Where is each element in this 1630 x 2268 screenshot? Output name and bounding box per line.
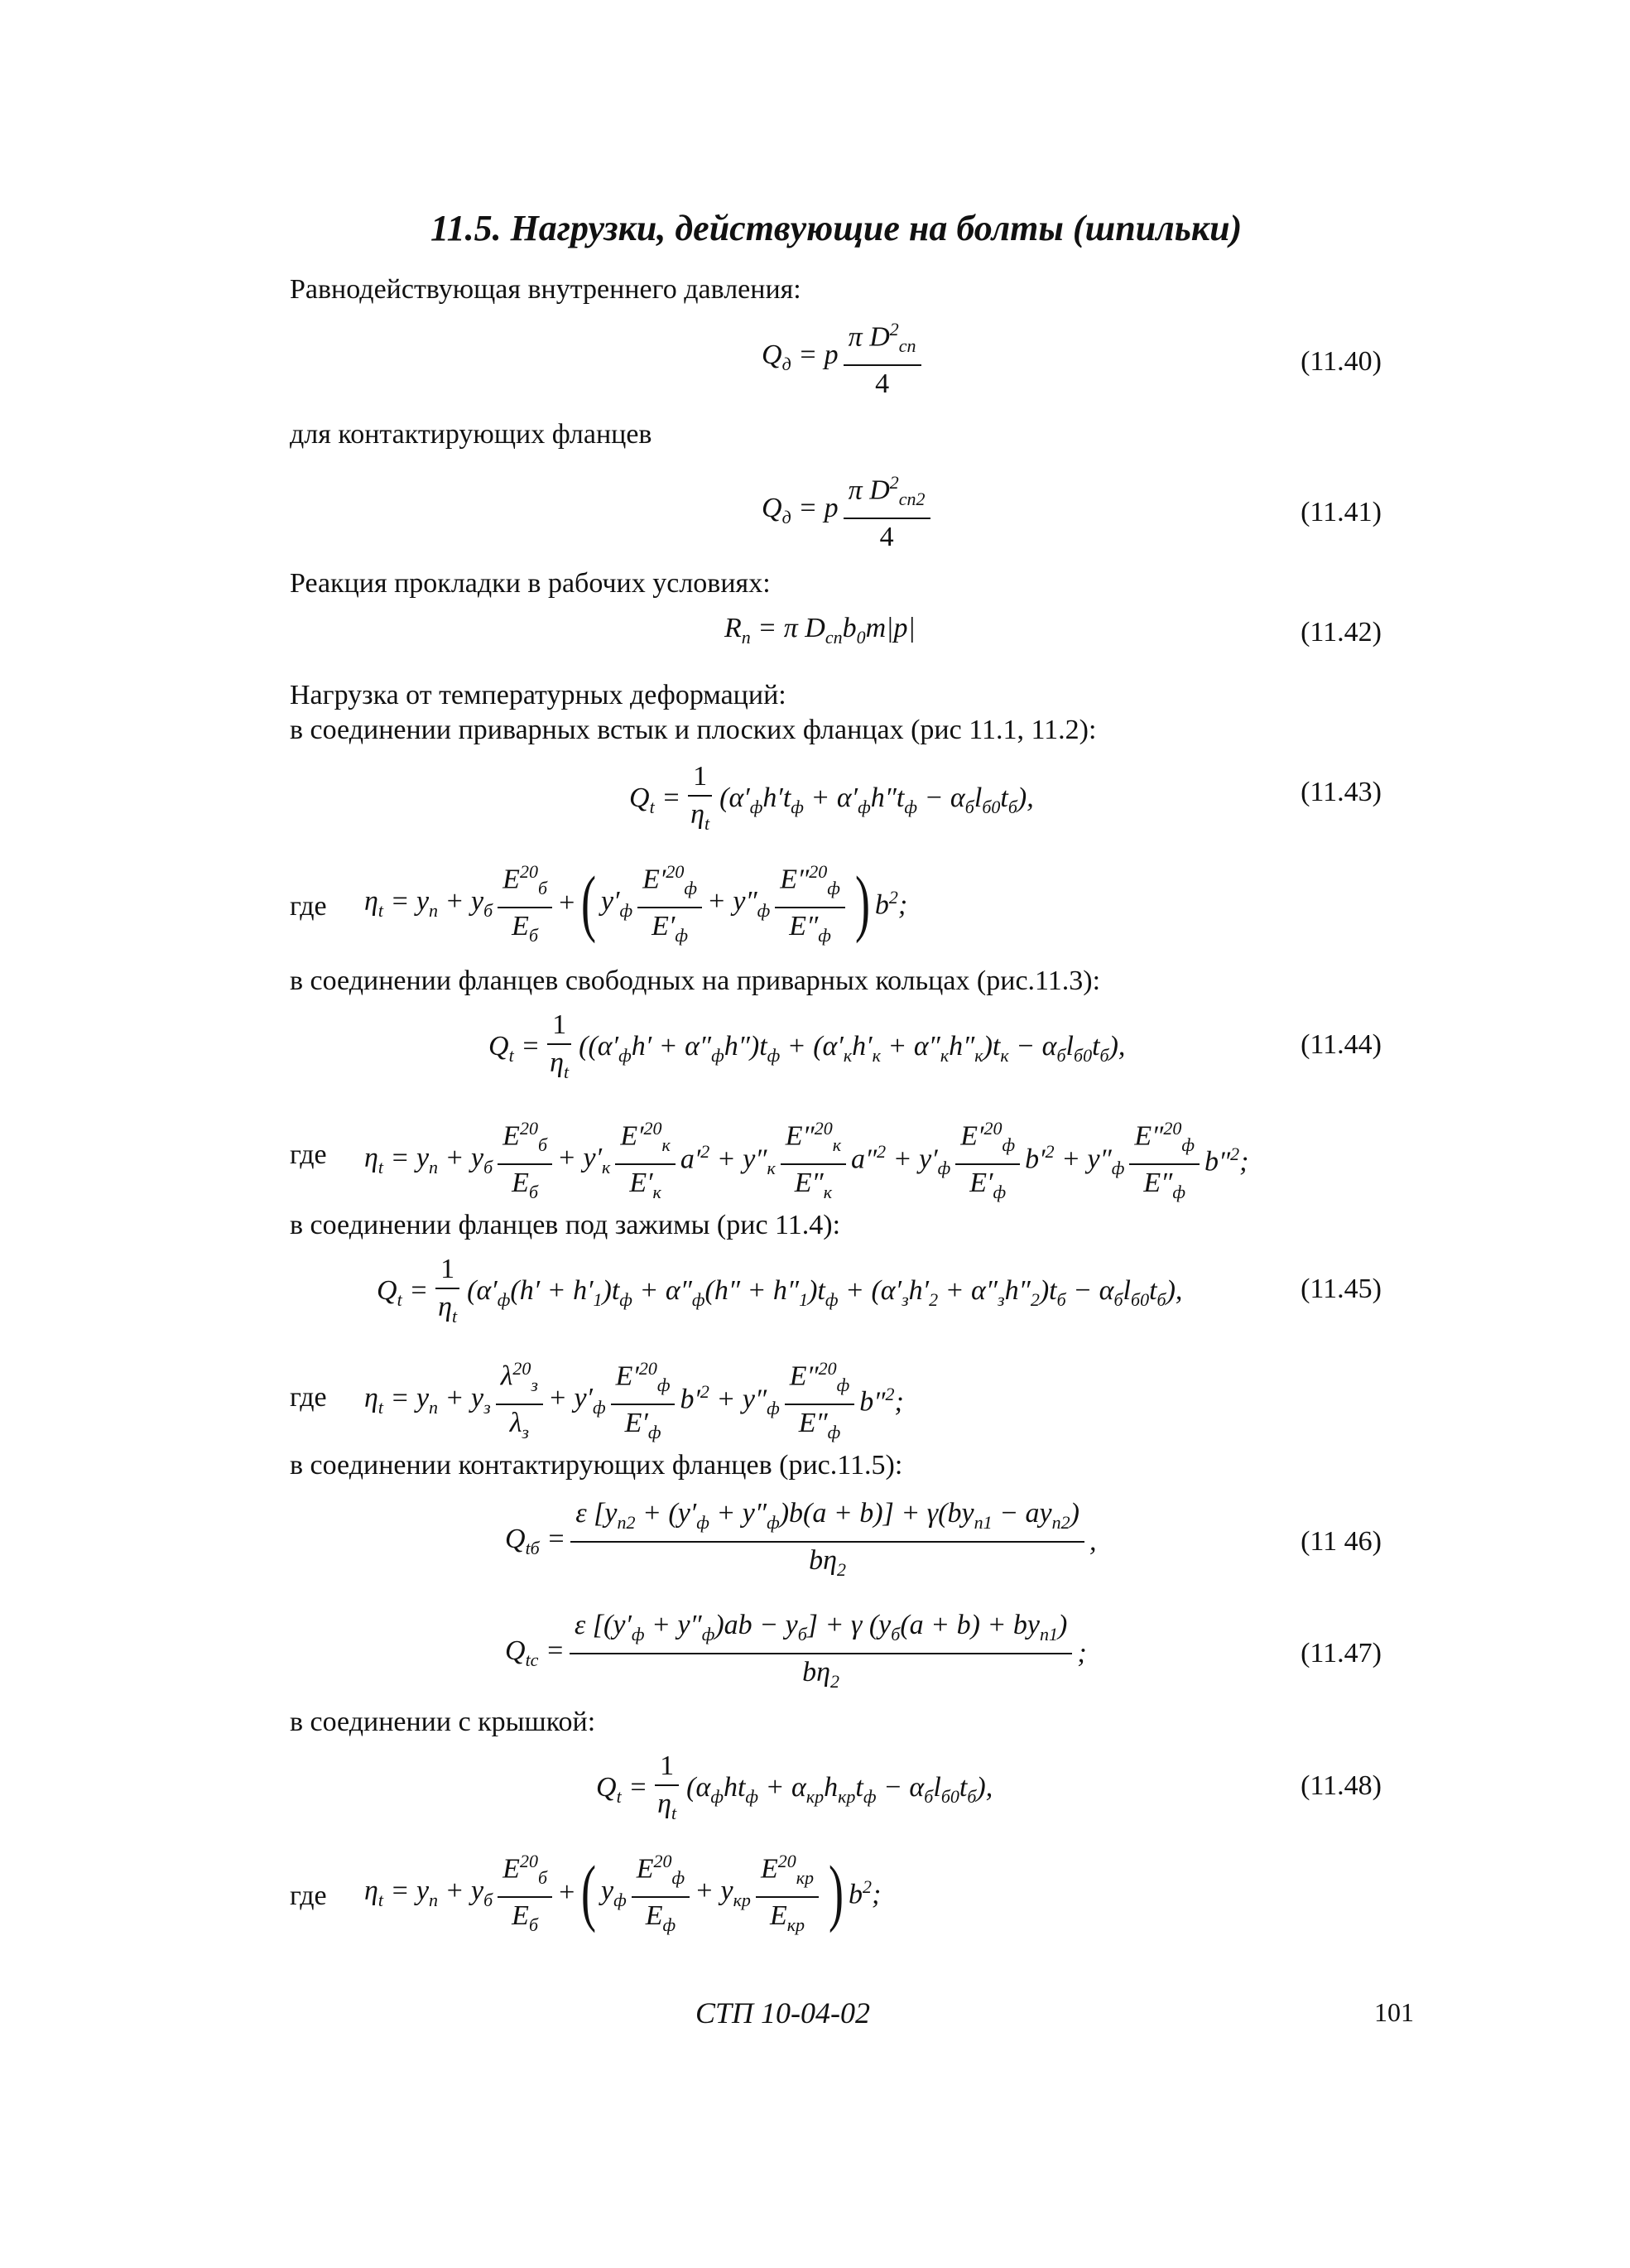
paragraph-contact-flanges: для контактирующих фланцев (290, 419, 652, 450)
eta-definition-2: $\eta_t = y_п + y_б$ $\frac{E^{20}_б}{E_б}$ + $y'_к$ $\frac{E'^{20}_к}{E'_к}$ $a'^2 + y''_к$ $\frac{E''^{20}_к}{E''_к}$ $a''^2 + y'_ф$ $\frac{E'^{20}_ф}{E'_ф}$ $b'^2 + y''_ф$ $\frac{E''^{20}_ф}{E''_ф}$ b″$^2$; (364, 1114, 1248, 1207)
equation-number-11-44: (11.44) (1301, 1029, 1382, 1060)
equation-11-40: $Q_д = p$ $\frac{\pi D^2_{сп}}{4}$ (762, 315, 926, 399)
equation-number-11-40: (11.40) (1301, 346, 1382, 377)
equation-number-11-47: (11.47) (1301, 1638, 1382, 1668)
where-label-1: где (290, 891, 327, 922)
paragraph-gasket-reaction: Реакция прокладки в рабочих условиях: (290, 568, 771, 599)
paragraph-thermal-load: Нагрузка от температурных деформаций: (290, 680, 786, 710)
eta-definition-3: $\eta_t = y_п + y_з$ $\frac{\lambda^{20}_з}{\lambda_з}$ + $y'_ф$ $\frac{E'^{20}_ф}{E'_ф}$ $b'^2 + y''_ф$ $\frac{E''^{20}_ф}{E''_ф}$ b″$^2$; (364, 1354, 904, 1447)
equation-11-45: $Q_t$ = $\frac{1}{\eta_t}$ $(\alpha'_ф(h' + h'_1)t_ф + \alpha''_ф(h'' + h''_1)t_ф + (\alpha'_зh'_2 + \alpha''_зh''_2)t_б - \alpha_бl_{б0}t_б)$, (377, 1254, 1183, 1327)
equation-number-11-46: (11 46) (1301, 1526, 1382, 1557)
paragraph-butt-weld-flanges: в соединении приварных встык и плоских фланцах (рис 11.1, 11.2): (290, 715, 1097, 745)
equation-11-46: $Q_{tб}$ = $\frac{\varepsilon [y_{п2} + (y'_ф + y''_ф)b(a + b)] + \gamma(by_{п1} - ay_{п2})}{b\eta_2}$ , (505, 1498, 1097, 1580)
paragraph-resultant-pressure: Равнодействующая внутреннего давления: (290, 274, 801, 305)
equation-11-42: $R_п = \pi$ $D_{сп}b_0m|p|$ (724, 613, 916, 648)
footer-document-code: СТП 10-04-02 (695, 1996, 871, 2030)
where-label-3: где (290, 1382, 327, 1413)
equation-number-11-48: (11.48) (1301, 1770, 1382, 1801)
equation-11-47: $Q_{tс}$ = $\frac{\varepsilon [(y'_ф + y''_ф)ab - y_б] + \gamma (y_б(a + b) + by_{п1})}{b\eta_2}$ ; (505, 1610, 1087, 1692)
paragraph-cover-connection: в соединении с крышкой: (290, 1707, 596, 1737)
paragraph-contacting-flanges: в соединении контактирующих фланцев (рис.11.5): (290, 1450, 903, 1481)
equation-11-41: $Q_д = p$ $\frac{\pi D^2_{сп2}}{4}$ (762, 468, 935, 552)
page-number: 101 (1374, 1997, 1414, 2027)
equation-number-11-43: (11.43) (1301, 777, 1382, 807)
equation-11-43: $Q_t$ = $\frac{1}{\eta_t}$ $(\alpha'_фh't_ф + \alpha'_фh''t_ф - \alpha_бl_{б0}t_б)$, (629, 761, 1034, 834)
eta-definition-4: $\eta_t = y_п + y_б$ $\frac{E^{20}_б}{E_б}$ + ( $y_ф$ $\frac{E^{20}_ф}{E_ф}$ + $y_{кр}$ $\frac{E^{20}_{кр}}{E_{кр}}$ ) $b^2$; (364, 1847, 881, 1940)
paragraph-clamp-flanges: в соединении фланцев под зажимы (рис 11.4): (290, 1210, 841, 1240)
where-label-4: где (290, 1880, 327, 1911)
eta-definition-1: $\eta_t = y_п + y_б$ $\frac{E^{20}_б}{E_б}$ + ( $y'_ф$ $\frac{E'^{20}_ф}{E'_ф}$ + $y''_ф$ $\frac{E''^{20}_ф}{E''_ф}$ ) $b^2$; (364, 857, 907, 951)
equation-11-48: $Q_t$ = $\frac{1}{\eta_t}$ $(\alpha_фht_ф + \alpha_{кр}h_{кр}t_ф - \alpha_бl_{б0}t_б)$, (596, 1750, 993, 1823)
equation-number-11-41: (11.41) (1301, 497, 1382, 527)
equation-number-11-45: (11.45) (1301, 1274, 1382, 1304)
paragraph-loose-flanges: в соединении фланцев свободных на приварных кольцах (рис.11.3): (290, 965, 1101, 996)
section-title: 11.5. Нагрузки, действующие на болты (шпильки) (430, 208, 1243, 248)
equation-number-11-42: (11.42) (1301, 617, 1382, 648)
equation-11-44: $Q_t$ = $\frac{1}{\eta_t}$ $((\alpha'_фh' + \alpha''_фh'')t_ф + (\alpha'_кh'_к + \alpha''_кh''_к)t_к - \alpha_бl_{б0}t_б)$, (488, 1009, 1126, 1082)
where-label-2: где (290, 1139, 327, 1170)
